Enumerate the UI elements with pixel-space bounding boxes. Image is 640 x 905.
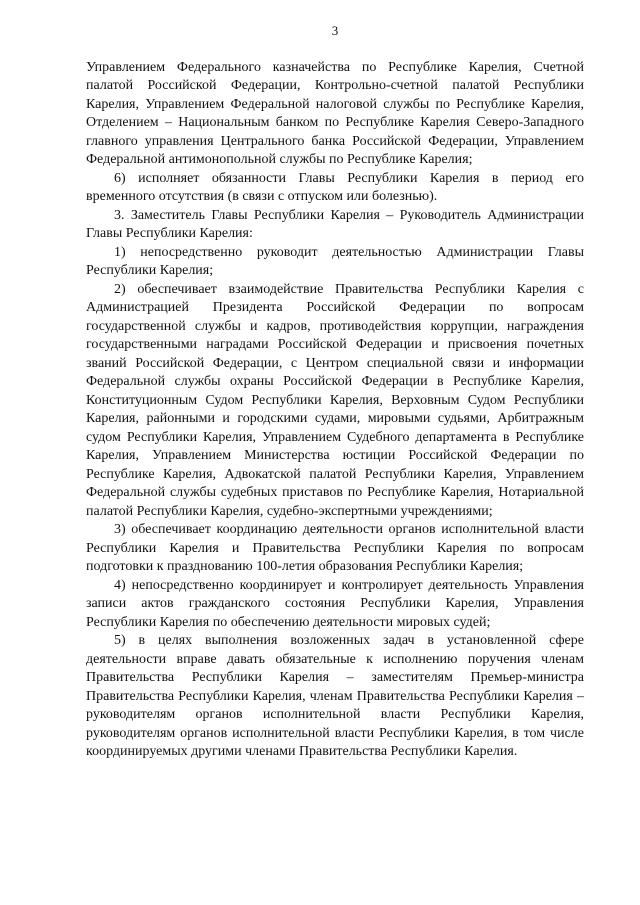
paragraph: 3) обеспечивает координацию деятельности органов исполнительной власти Республики Карелия и Правительства Республики Карелия по вопросам подготовки к празднованию 100-летия образования Республики Карелия; xyxy=(86,522,584,574)
paragraph: 4) непосредственно координирует и контролирует деятельность Управления записи актов гражданского состояния Республики Карелия, Управления Республики Карелия по обеспечению деятельности мировых судей; xyxy=(86,577,584,630)
paragraph: Управлением Федерального казначейства по Республике Карелия, Счетной палатой Российской Федерации, Контрольно-счетной палатой Республики Карелия, Управлением Федеральной налоговой службы по Республике Карелия, Отделением – Национальным банком по Республике Карелия Северо-Западного главного управления Центрального банка Российской Федерации, Управлением Федеральной антимонопольной службы по Республике Карелия; xyxy=(86,59,584,167)
document-body xyxy=(86,59,584,762)
paragraph: 5) в целях выполнения возложенных задач в установленной сфере деятельности вправе давать обязательные к исполнению поручения членам Правительства Республики Карелия – заместителям Премьер-министра Правительства Республики Карелия, членам Правительства Республики Карелия – руководителям органов исполнительной власти Республики Карелия, руководителям органов исполнительной власти Республики Карелия, в том числе координируемых другими членами Правительства Республики Карелия. xyxy=(86,633,584,759)
paragraph: 1) непосредственно руководит деятельностью Администрации Главы Республики Карелия; xyxy=(86,244,584,278)
paragraph: 6) исполняет обязанности Главы Республики Карелия в период его временного отсутствия (в связи с отпуском или болезнью). xyxy=(86,170,584,204)
paragraph: 3. Заместитель Главы Республики Карелия – Руководитель Администрации Главы Республики Карелия: xyxy=(86,207,584,241)
paragraph: 2) обеспечивает взаимодействие Правительства Республики Карелия с Администрацией Президента Российской Федерации по вопросам государственной службы и кадров, противодействия коррупции, награждения государственными наградами Российской Федерации и присвоения почетных званий Российской Федерации, с Центром специальной связи и информации Федеральной службы охраны Российской Федерации в Республике Карелия, Конституционным Судом Республики Карелия, Верховным Судом Республики Карелия, районными и городскими судами, мировыми судьями, Арбитражным судом Республики Карелия, Управлением Судебного департамента в Республике Карелия, Управлением Министерства юстиции Российской Федерации по Республике Карелия, Адвокатской палатой Республики Карелия, Управлением Федеральной службы судебных приставов по Республике Карелия, Нотариальной палатой Республики Карелия, судебно-экспертными учреждениями; xyxy=(86,281,584,519)
page-number: 3 xyxy=(331,23,339,38)
